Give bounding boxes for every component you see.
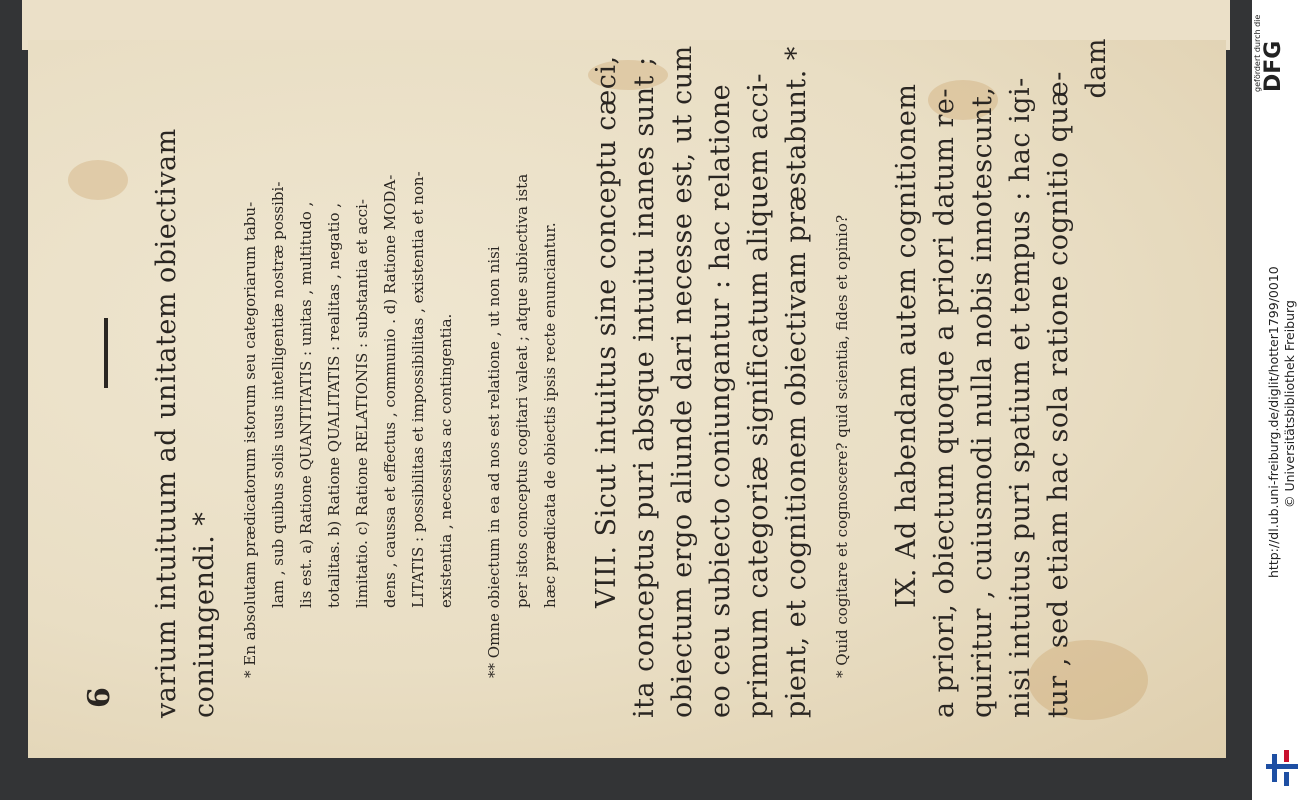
text-line: limitatio. c) Ratione RELATIONIS : substantia et acci- xyxy=(353,199,371,608)
text-line: * En absolutam prædicatorum istorum seu categoriarum tabu- xyxy=(241,201,259,678)
text-line: existentia , necessitas ac contingentia. xyxy=(437,313,455,608)
copyright-notice: © Universitätsbibliothek Freiburg xyxy=(1282,300,1297,508)
text-line: VIII. Sicut intuitus sine conceptu cæci, xyxy=(591,55,622,608)
text-line: obiectum ergo aliunde dari necesse est, ut cum xyxy=(667,45,698,718)
rotated-page-text xyxy=(68,38,1148,718)
text-line: lam , sub quibus solis usus intelligentiæ nostræ possibi- xyxy=(269,181,287,608)
footnote-question xyxy=(828,38,856,718)
text-line: ita conceptus puri absque intuitu inanes sunt ; xyxy=(629,56,660,718)
text-line: a priori, obiectum quoque a priori datum re- xyxy=(929,87,960,718)
footnote-relation xyxy=(480,38,564,718)
paragraph-ix xyxy=(888,38,1116,718)
footnote-categories xyxy=(236,38,460,718)
text-line: IX. Ad habendam autem cognitionem xyxy=(891,83,922,608)
text-line: nisi intuitus puri spatium et tempus : hac igi- xyxy=(1005,77,1036,718)
text-line: primum categoriæ significatum aliquem acci- xyxy=(743,73,774,718)
text-line: lis est. a) Ratione QUANTITATIS : unitas , multitudo , xyxy=(297,201,315,608)
dfg-logo: DFG xyxy=(1261,40,1286,92)
library-logo-icon xyxy=(1262,748,1302,788)
text-line: dens , caussa et effectus , communio . d) Ratione MODA- xyxy=(381,174,399,608)
page-number: 6 xyxy=(82,687,117,708)
permalink[interactable]: http://dl.ub.uni-freiburg.de/diglit/hotter1799/0010 xyxy=(1266,266,1281,578)
paragraph-viii xyxy=(588,38,816,718)
text-line: hæc prædicata de obiectis ipsis recte enunciantur. xyxy=(541,222,559,608)
text-line: tur , sed etiam hac sola ratione cognitio quæ- xyxy=(1043,71,1074,718)
text-line: LITATIS : possibilitas et impossibilitas , existentia et non- xyxy=(409,171,427,608)
funding-label: gefördert durch die xyxy=(1253,14,1262,92)
text-line: varium intuituum ad unitatem obiectivam xyxy=(151,128,182,718)
text-line: per istos conceptus cogitari valeat ; atque subiectiva ista xyxy=(513,173,531,608)
catchword: dam xyxy=(1081,38,1112,99)
text-line: coniungendi. * xyxy=(189,511,220,718)
text-line: pient, et cognitionem obiectivam præstabunt. * xyxy=(781,46,812,718)
intro-paragraph xyxy=(148,38,224,718)
viewer-sidebar xyxy=(1252,0,1310,800)
text-line: totalitas. b) Ratione QUALITATIS : realitas , negatio , xyxy=(325,202,343,608)
text-line: quiritur , cuiusmodi nulla nobis innotescunt, xyxy=(967,86,998,718)
text-line: eo ceu subiecto coniungantur : hac relatione xyxy=(705,83,736,718)
header-rule xyxy=(104,318,108,388)
text-line: ** Omne obiectum in ea ad nos est relatione , ut non nisi xyxy=(485,246,503,678)
text-line: * Quid cogitare et cognoscere? quid scientia, fides et opinio? xyxy=(833,215,851,678)
